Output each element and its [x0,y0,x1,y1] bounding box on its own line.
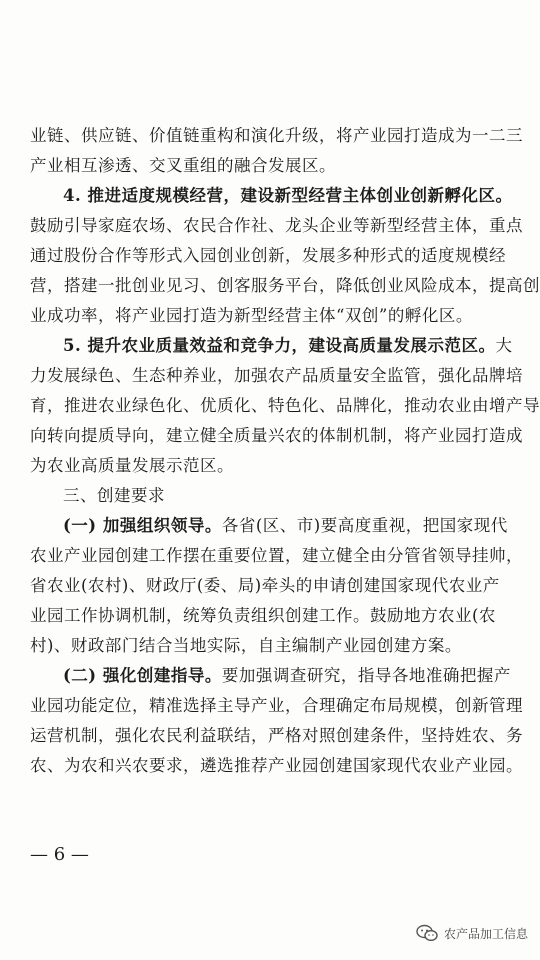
paragraph-line: 农、为农和兴农要求，遴选推荐产业园创建国家现代农业产业园。 [30,756,523,775]
paragraph-line: 育，推进农业绿色化、优质化、特色化、品牌化，推动农业由增产导 [30,396,540,415]
section3-heading: 三、创建要求 [63,486,165,505]
req2-heading [30,661,518,691]
paragraph-line: 业链、供应链、价值链重构和演化升级，将产业园打造成为一二三 [30,126,523,145]
paragraph-line: 运营机制，强化农民利益联结，严格对照创建条件，坚持姓农、务 [30,726,523,745]
paragraph-line: 营，搭建一批创业见习、创客服务平台，降低创业风险成本，提高创 [30,276,540,295]
wechat-icon [416,924,438,942]
paragraph-line: 鼓励引导家庭农场、农民合作社、龙头企业等新型经营主体，重点 [30,216,523,235]
item4-heading-text: 4. 推进适度规模经营，建设新型经营主体创业创新孵化区。 [63,186,513,205]
page-number: — 6 — [30,844,89,865]
item5-heading-text: 5. 提升农业质量效益和竞争力，建设高质量发展示范区。 [63,336,496,355]
paragraph-line: 业成功率，将产业园打造为新型经营主体“双创”的孵化区。 [30,306,473,325]
item4-heading [30,181,518,211]
item5-heading [30,331,518,361]
paragraph-line: 业园工作协调机制，统筹负责组织创建工作。鼓励地方农业(农 [30,606,496,625]
paragraph-line: 通过股份合作等形式入园创业创新，发展多种形式的适度规模经 [30,246,506,265]
paragraph-line: 为农业高质量发展示范区。 [30,456,234,475]
req1-heading [30,511,518,541]
paragraph-line: 产业相互渗透、交叉重组的融合发展区。 [30,156,336,175]
paragraph-line: 村)、财政部门结合当地实际，自主编制产业园创建方案。 [30,636,462,655]
watermark-label: 农产品加工信息 [443,926,528,941]
item5-heading-tail: 大 [495,336,513,355]
req1-heading-text: (一) 加强组织领导。 [63,516,222,535]
paragraph-line: 业园功能定位，精准选择主导产业，合理确定布局规模，创新管理 [30,696,523,715]
watermark [416,924,528,942]
req1-heading-tail: 各省(区、市)要高度重视，把国家现代 [221,516,508,535]
paragraph-line: 省农业(农村)、财政厅(委、局)牵头的申请创建国家现代农业产 [30,576,500,595]
req2-heading-tail: 要加强调查研究，指导各地准确把握产 [221,666,511,685]
paragraph-line: 向转向提质导向，建立健全质量兴农的体制机制，将产业园打造成 [30,426,523,445]
paragraph-line: 农业产业园创建工作摆在重要位置，建立健全由分管省领导挂帅， [30,546,523,565]
req2-heading-text: (二) 强化创建指导。 [63,666,222,685]
paragraph-line: 力发展绿色、生态种养业，加强农产品质量安全监管，强化品牌培 [30,366,523,385]
document-body [30,121,540,781]
